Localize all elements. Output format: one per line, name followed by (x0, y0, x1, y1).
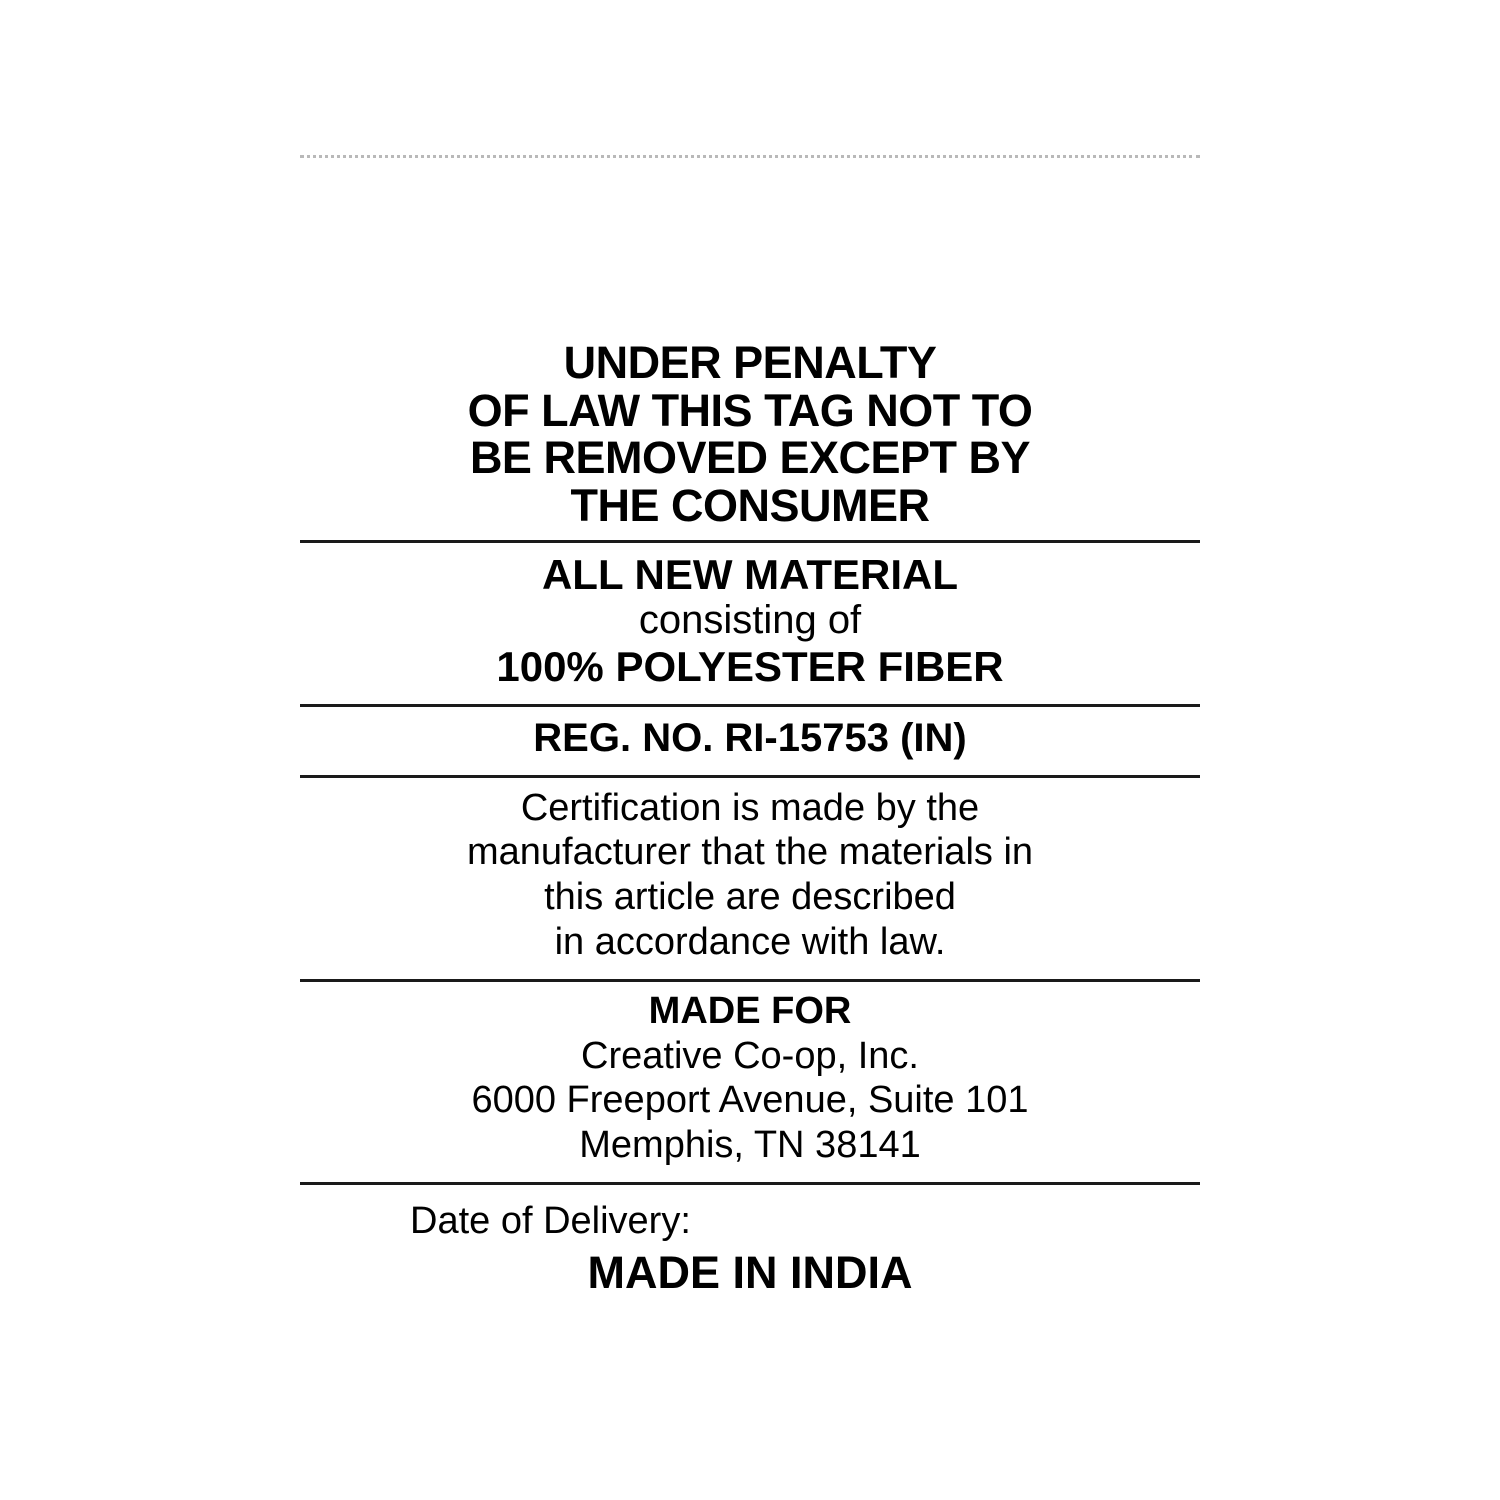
certification-line-1: Certification is made by the (520, 786, 980, 829)
certification-section (300, 778, 1200, 982)
made-for-label: MADE FOR (648, 989, 852, 1032)
material-connector: consisting of (638, 597, 862, 642)
date-of-delivery-label: Date of Delivery: (410, 1200, 691, 1243)
registration-number: REG. NO. RI-15753 (IN) (533, 715, 967, 760)
company-name: Creative Co-op, Inc. (581, 1034, 919, 1077)
penalty-notice-line-1: UNDER PENALTY (563, 337, 937, 388)
tag-content (300, 335, 1200, 1304)
penalty-notice (300, 335, 1200, 543)
certification-line-3: this article are described (544, 876, 956, 919)
company-address-line-1: 6000 Freeport Avenue, Suite 101 (471, 1079, 1029, 1122)
perforation-dotted-line (300, 155, 1200, 158)
made-for-section (300, 982, 1200, 1185)
penalty-notice-line-3: BE REMOVED EXCEPT BY (469, 432, 1031, 484)
delivery-section (300, 1185, 1200, 1304)
material-heading: ALL NEW MATERIAL (541, 550, 959, 598)
company-address-line-2: Memphis, TN 38141 (579, 1124, 921, 1167)
registration-section (300, 707, 1200, 778)
material-content: 100% POLYESTER FIBER (496, 642, 1004, 690)
date-of-delivery (300, 1189, 1200, 1245)
certification-line-2: manufacturer that the materials in (466, 831, 1034, 874)
penalty-notice-line-2: OF LAW THIS TAG NOT TO (467, 384, 1033, 436)
material-section (300, 543, 1200, 707)
country-of-origin: MADE IN INDIA (587, 1246, 913, 1298)
penalty-notice-line-4: THE CONSUMER (570, 480, 930, 532)
certification-line-4: in accordance with law. (554, 921, 946, 964)
